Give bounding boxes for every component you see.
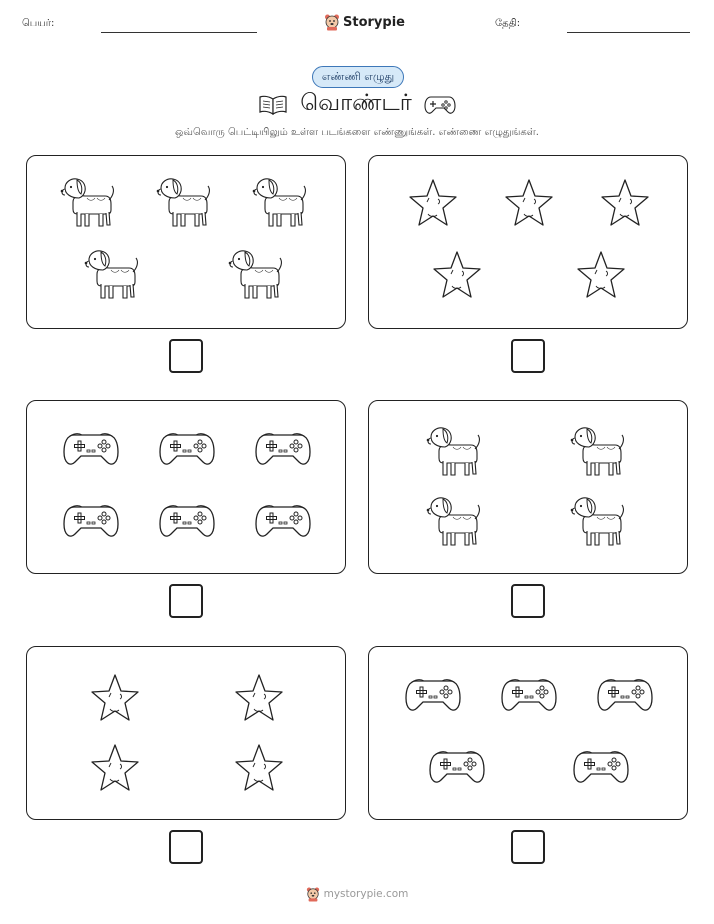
- count-box-2-items: [369, 156, 689, 330]
- gamepad-icon: [256, 506, 310, 536]
- footer-url: mystorypie.com: [323, 888, 409, 900]
- gamepad-icon: [64, 434, 118, 464]
- count-box-1-items: [27, 156, 347, 330]
- count-box-1: [26, 155, 346, 329]
- gamepad-icon: [256, 434, 310, 464]
- storypie-bear-icon: [324, 13, 340, 31]
- count-box-3: [26, 400, 346, 574]
- answer-box-4[interactable]: [511, 584, 545, 618]
- date-label: தேதி:: [495, 18, 521, 29]
- gamepad-icon: [406, 680, 460, 710]
- dog-icon: [571, 428, 624, 475]
- dog-icon: [229, 251, 282, 298]
- worksheet-title: வொண்டர்: [300, 90, 412, 116]
- footer: [0, 886, 714, 902]
- count-box-5-items: [27, 647, 347, 821]
- count-box-2: [368, 155, 688, 329]
- name-field[interactable]: [101, 32, 257, 33]
- instruction-text: ஒவ்வொரு பெட்டியிலும் உள்ள படங்களை எண்ணுங்கள். எண்ணை எழுதுங்கள்.: [175, 127, 539, 138]
- star-icon: [236, 675, 282, 720]
- open-book-icon: [258, 94, 288, 116]
- dog-icon: [85, 251, 138, 298]
- count-box-6-items: [369, 647, 689, 821]
- dog-icon: [253, 179, 306, 226]
- brand-logo: [324, 13, 405, 31]
- star-icon: [602, 180, 648, 225]
- answer-box-5[interactable]: [169, 830, 203, 864]
- count-box-4: [368, 400, 688, 574]
- title-row: [0, 90, 714, 119]
- gamepad-icon: [64, 506, 118, 536]
- count-box-6: [368, 646, 688, 820]
- star-icon: [506, 180, 552, 225]
- dog-icon: [157, 179, 210, 226]
- gamepad-icon: [160, 506, 214, 536]
- storypie-bear-icon: [306, 886, 320, 902]
- name-label: பெயர்:: [22, 18, 55, 29]
- star-icon: [578, 252, 624, 297]
- dog-icon: [571, 498, 624, 545]
- star-icon: [92, 675, 138, 720]
- gamepad-icon: [574, 752, 628, 782]
- gamepad-title-icon: [424, 94, 456, 116]
- count-box-3-items: [27, 401, 347, 575]
- answer-box-6[interactable]: [511, 830, 545, 864]
- dog-icon: [427, 498, 480, 545]
- star-icon: [92, 745, 138, 790]
- gamepad-icon: [502, 680, 556, 710]
- gamepad-icon: [598, 680, 652, 710]
- gamepad-icon: [430, 752, 484, 782]
- answer-box-2[interactable]: [511, 339, 545, 373]
- star-icon: [434, 252, 480, 297]
- star-icon: [236, 745, 282, 790]
- dog-icon: [61, 179, 114, 226]
- dog-icon: [427, 428, 480, 475]
- answer-box-1[interactable]: [169, 339, 203, 373]
- date-field[interactable]: [567, 32, 690, 33]
- worksheet-type-badge: எண்ணி எழுது: [312, 66, 404, 88]
- gamepad-icon: [160, 434, 214, 464]
- count-box-4-items: [369, 401, 689, 575]
- brand-name: Storypie: [343, 14, 405, 30]
- star-icon: [410, 180, 456, 225]
- count-box-5: [26, 646, 346, 820]
- answer-box-3[interactable]: [169, 584, 203, 618]
